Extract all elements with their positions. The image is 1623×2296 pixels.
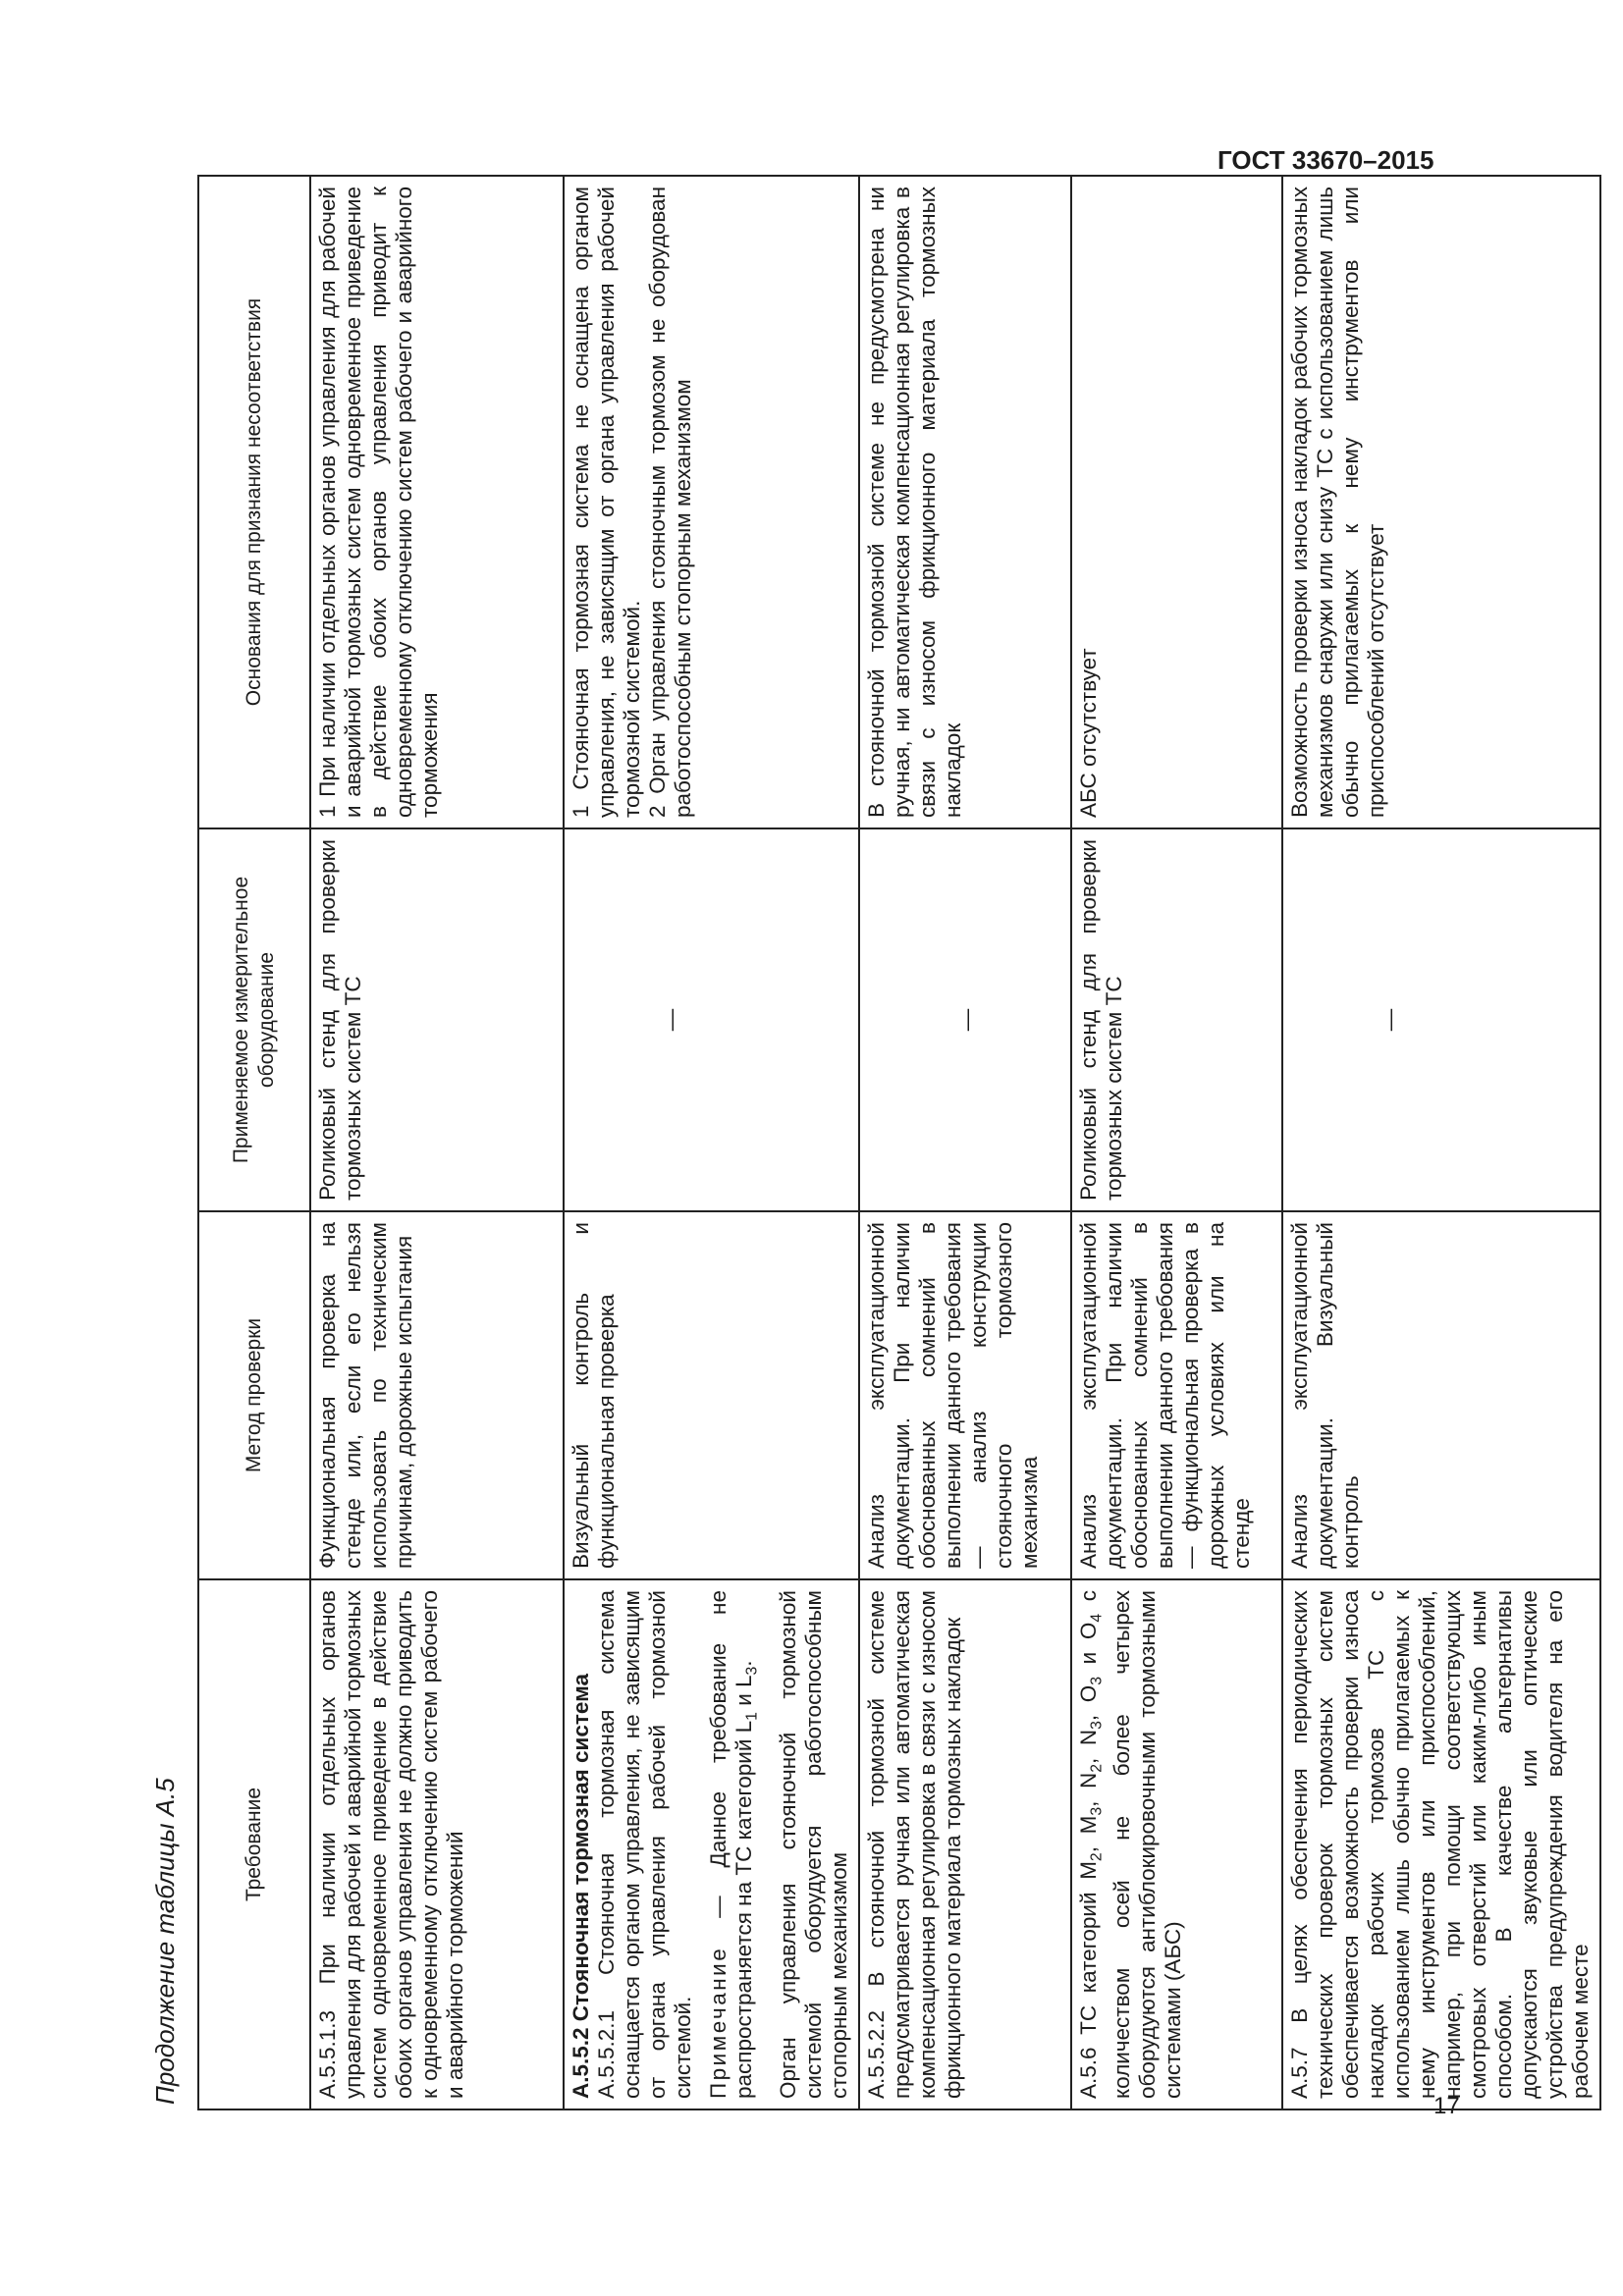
cell-method: Визуальный контроль и функциональная проверка — [564, 1211, 859, 1579]
table-row — [310, 176, 564, 2109]
table-row — [564, 176, 859, 2109]
subscript: 3 — [1088, 1676, 1105, 1685]
cell-basis: 1 При наличии отдельных органов управления для рабочей и аварийной тормозных систем одновременное приведение в действие обоих органов управления приводит к одновременному отключению систем рабочего и аварийного торможения — [310, 176, 564, 828]
header-equipment: Применяемое измерительное оборудование — [198, 828, 310, 1211]
req-text: , N — [1075, 1729, 1101, 1765]
cell-requirement — [1071, 1579, 1282, 2109]
note-subscript: 1 — [743, 1712, 761, 1721]
cell-requirement: А.5.7 В целях обеспечения периодических технических проверок тормозных систем обеспечивается возможность проверки износа накладок рабочих тормозов ТС с использованием лишь обычно прилагаемых к нему инструментов или приспособлений, например, при помощи соответствующих смотровых отверстий или каким-либо иным способом. В качестве альтернативы допускаются звуковые или оптические устройства предупреждения водителя на его рабочем месте — [1282, 1579, 1600, 2109]
req-text: , М — [1075, 1815, 1101, 1853]
note-text: и L — [731, 1675, 756, 1713]
header-basis: Основания для признания несоответствия — [198, 176, 310, 828]
cell-requirement: А.5.5.2.2 В стояночной тормозной системе предусматривается ручная или автоматическая компенсационная регулировка в связи с износом фрикционного материала тормозных накладок — [859, 1579, 1071, 2109]
req-text: А.5.6 ТС категорий М — [1075, 1861, 1101, 2099]
cell-basis: Возможность проверки износа накладок рабочих тормозных механизмов снаружи или снизу ТС с использованием лишь обычно прилагаемых к нему инструментов или приспособлений отсутствует — [1282, 176, 1600, 828]
subscript: 3 — [1088, 1806, 1105, 1816]
note-text: . — [731, 1660, 756, 1667]
cell-basis — [564, 176, 859, 828]
requirements-table — [197, 175, 1601, 2110]
table-row — [859, 176, 1071, 2109]
requirement-text: Орган управления стояночной тормозной системой оборудуется работоспособным стопорным механизмом — [775, 1590, 851, 2099]
table-row — [1071, 176, 1282, 2109]
cell-equipment: Роликовый стенд для проверки тормозных систем ТС — [1071, 828, 1282, 1211]
page-number: 17 — [1434, 2093, 1460, 2119]
note-text: — Данное требование не распространяется на ТС категорий L — [706, 1590, 756, 2099]
req-text: с количеством осей не более четырех оборудуются антиблокировочными тормозными системами (АБС) — [1075, 1590, 1185, 2099]
table-header-row — [198, 176, 310, 2109]
cell-equipment: — — [859, 828, 1071, 1211]
cell-method: Анализ эксплуатационной документации. Визуальный контроль — [1282, 1211, 1600, 1579]
subscript: 2 — [1088, 1764, 1105, 1773]
header-method: Метод проверки — [198, 1211, 310, 1579]
cell-equipment: Роликовый стенд для проверки тормозных систем ТС — [310, 828, 564, 1211]
cell-method: Анализ эксплуатационной документации. При наличии обоснованных сомнений в выполнении данного требования — функциональная проверка в дорожных условиях или на стенде — [1071, 1211, 1282, 1579]
section-title: А.5.5.2 Стояночная тормозная система — [568, 1674, 593, 2099]
subscript: 3 — [1088, 1721, 1105, 1730]
requirement-text: А.5.5.2.1 Стояночная тормозная система оснащается органом управления, не зависящим от органа управления рабочей тормозной системой. — [594, 1590, 695, 2099]
basis-text: 2 Орган управления стояночным тормозом не оборудован работоспособным стопорным механизмом — [645, 187, 695, 818]
cell-requirement — [564, 1579, 859, 2109]
cell-requirement: А.5.5.1.3 При наличии отдельных органов управления для рабочей и аварийной тормозных систем одновременное приведение в действие обоих органов управления не должно приводить к одновременному отключению систем рабочего и аварийного торможений — [310, 1579, 564, 2109]
subscript: 2 — [1088, 1852, 1105, 1862]
cell-method: Анализ эксплуатационной документации. При наличии обоснованных сомнений в выполнении данного требования — анализ конструкции стояночного тормозного механизма — [859, 1211, 1071, 1579]
header-requirement: Требование — [198, 1579, 310, 2109]
cell-basis: АБС отсутствует — [1071, 176, 1282, 828]
table-caption: Продолжение таблицы А.5 — [150, 1778, 180, 2105]
cell-basis: В стояночной тормозной системе не предусмотрена ни ручная, ни автоматическая компенсационная регулировка в связи с износом фрикционного материала тормозных накладок — [859, 176, 1071, 828]
req-text: , N — [1075, 1772, 1101, 1807]
table-row — [1282, 176, 1600, 2109]
rotated-table-block — [142, 172, 1593, 2110]
basis-text: 1 Стояночная тормозная система не оснащена органом управления, не зависящим от органа управления рабочей тормозной системой. — [568, 187, 644, 818]
document-code: ГОСТ 33670–2015 — [1217, 145, 1434, 175]
note — [706, 1590, 766, 2099]
cell-equipment: — — [564, 828, 859, 1211]
subscript: 4 — [1088, 1613, 1105, 1623]
note-subscript: 3 — [743, 1666, 761, 1676]
cell-equipment: — — [1282, 828, 1600, 1211]
req-text: и О — [1075, 1622, 1101, 1677]
req-text: , О — [1075, 1684, 1101, 1722]
note-label: Примечание — [706, 1946, 730, 2099]
cell-method: Функциональная проверка на стенде или, если его нельзя использовать по техническим причинам, дорожные испытания — [310, 1211, 564, 1579]
